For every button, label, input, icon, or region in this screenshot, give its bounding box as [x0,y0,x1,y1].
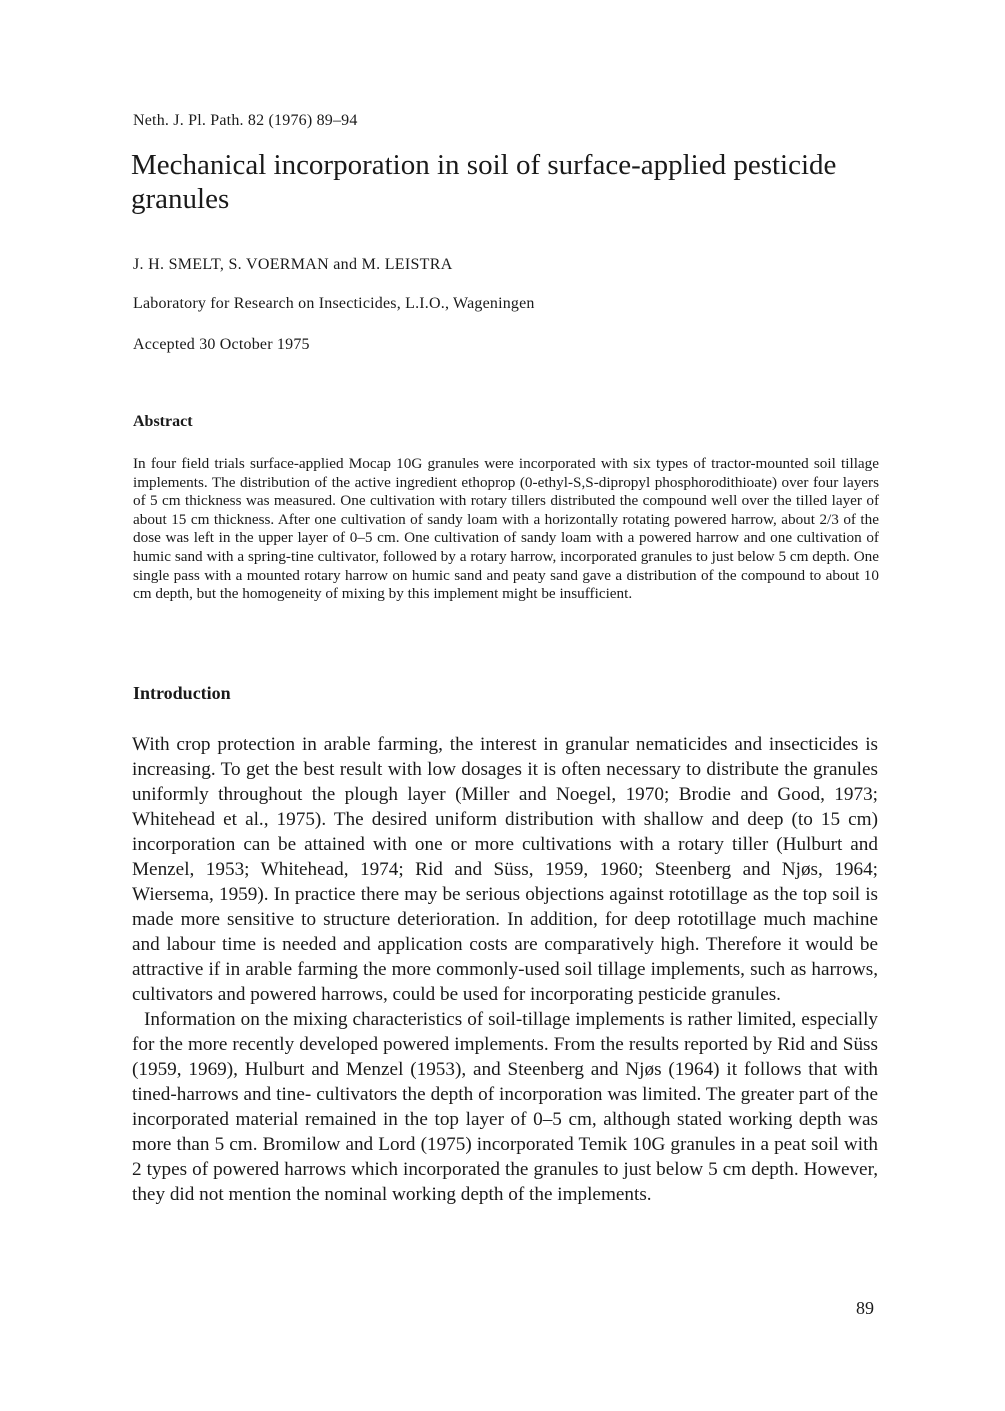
author-affiliation: Laboratory for Research on Insecticides, L.I.O., Wageningen [133,295,535,312]
author-list: J. H. SMELT, S. VOERMAN and M. LEISTRA [133,256,453,273]
accepted-date: Accepted 30 October 1975 [133,336,310,353]
page-number: 89 [856,1298,874,1318]
abstract-heading: Abstract [133,413,193,430]
introduction-body [132,732,878,1207]
introduction-heading: Introduction [133,683,231,703]
introduction-paragraph-1: With crop protection in arable farming, the interest in granular nematicides and insecticides is increasing. To get the best result with low dosages it is often necessary to distribute the granules uniformly throughout the plough layer (Miller and Noegel, 1970; Brodie and Good, 1973; Whitehead et al., 1975). The desired uniform distribution with shallow and deep (to 15 cm) incorporation can be attained with one or more cultivations with a rotary tiller (Hulburt and Menzel, 1953; Whitehead, 1974; Rid and Süss, 1959, 1960; Steenberg and Njøs, 1964; Wiersema, 1959). In practice there may be serious objections against rototillage as the top soil is made more sensitive to structure deterioration. In addition, for deep rototillage much machine and labour time is needed and application costs are comparatively high. Therefore it would be attractive if in arable farming the more commonly-used soil tillage implements, such as harrows, cultivators and powered harrows, could be used for incorporating pesticide granules. [132,734,878,1005]
abstract-text: In four field trials surface-applied Mocap 10G granules were incorporated with six types of tractor-mounted soil tillage implements. The distribution of the active ingredient ethoprop (0-ethyl-S,S-dipropyl phosphorodithioate) over four layers of 5 cm thickness was measured. One cultivation with rotary tillers distributed the compound well over the tilled layer of about 15 cm thickness. After one cultivation of sandy loam with a horizontally rotating powered harrow, about 2/3 of the dose was left in the upper layer of 0–5 cm. One cultivation of sandy loam with a powered harrow and one cultivation of humic sand with a spring-tine cultivator, followed by a rotary harrow, incorporated granules to just below 5 cm depth. One single pass with a mounted rotary harrow on humic sand and peaty sand gave a distribution of the compound to about 10 cm depth, but the homogeneity of mixing by this implement might be insufficient. [133,455,879,603]
introduction-paragraph-2: Information on the mixing characteristics of soil-tillage implements is rather limited, especially for the more recently developed powered implements. From the results reported by Rid and Süss (1959, 1969), Hulburt and Menzel (1953), and Steenberg and Njøs (1964) it follows that with tined-harrows and tine- cultivators the depth of incorporation was limited. The greater part of the incorporated material remained in the top layer of 0–5 cm, although stated working depth was more than 5 cm. Bromilow and Lord (1975) incorporated Temik 10G granules in a peat soil with 2 types of powered harrows which incorporated the granules to just below 5 cm depth. However, they did not mention the nominal working depth of the implements. [132,1009,878,1205]
journal-reference: Neth. J. Pl. Path. 82 (1976) 89–94 [133,112,358,129]
article-title: Mechanical incorporation in soil of surface-applied pesticide granules [131,149,837,215]
